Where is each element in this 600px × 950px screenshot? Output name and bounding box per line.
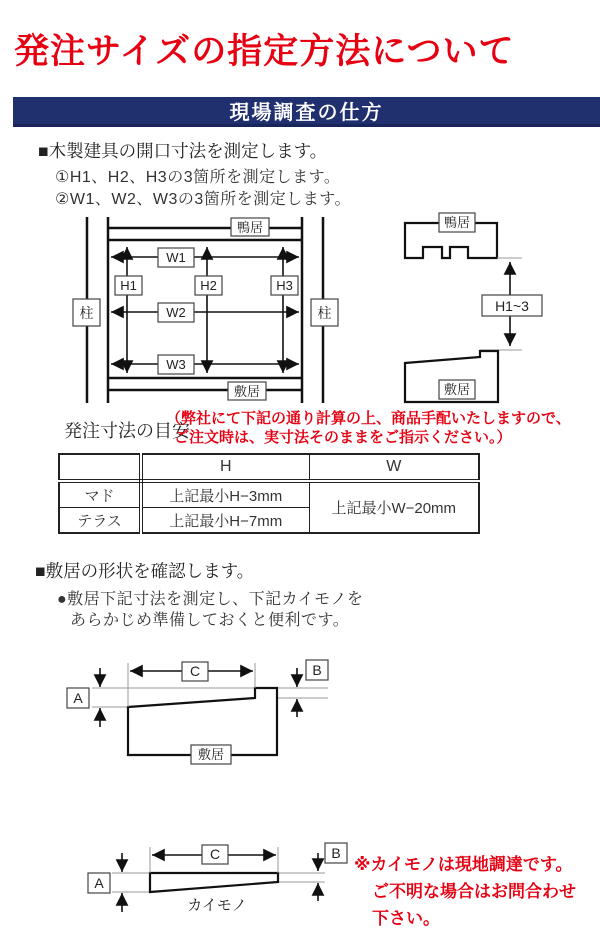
frame-measure-diagram [55, 205, 347, 405]
opening-step-2: ②W1、W2、W3の3箇所を測定します。 [55, 191, 351, 208]
section-banner-label: 現場調査の仕方 [229, 102, 384, 124]
order-size-table [58, 453, 480, 534]
shikii-label: 敷居 [233, 384, 261, 399]
c-label: C [209, 846, 221, 862]
h-range-label: H1~3 [495, 298, 529, 314]
h3-label: H3 [276, 278, 293, 293]
table-header-row [59, 454, 479, 481]
kaimono-label: カイモノ [187, 897, 247, 914]
pillar-right-label: 柱 [317, 305, 332, 321]
footnote-line2: ご不明な場合はお問合わせ [372, 882, 576, 901]
shikii-abc-diagram [60, 655, 340, 770]
pillar-left-label: 柱 [79, 305, 94, 321]
kaimono-diagram [85, 840, 365, 920]
page-title: 発注サイズの指定方法について [14, 32, 515, 71]
h2-label: H2 [200, 278, 217, 293]
w3-label: W3 [166, 357, 186, 372]
table-header-w: W [309, 454, 479, 481]
kaimono-footnote [354, 851, 576, 932]
row-label-mado: マド [59, 481, 141, 508]
w1-label: W1 [166, 250, 186, 265]
b-label: B [331, 845, 341, 861]
opening-heading: ■木製建具の開口寸法を測定します。 [38, 141, 328, 161]
kamoi-section-label: 鴨居 [443, 215, 471, 230]
order-size-note-line1: （弊社にて下記の通り計算の上、商品手配いたしますので、 [166, 410, 571, 427]
shikii-section-label: 敷居 [443, 382, 471, 397]
order-size-note-line2: ご注文時は、実寸法そのままをご指示ください。） [174, 429, 512, 446]
h1-label: H1 [120, 278, 137, 293]
table-row-mado [59, 481, 479, 508]
row-mado-h: 上記最小H−3mm [141, 481, 309, 508]
c-label: C [189, 663, 201, 679]
height-section-diagram [395, 205, 545, 405]
kamoi-label: 鴨居 [236, 220, 264, 235]
footnote-line1: ※カイモノは現地調達です。 [354, 855, 573, 874]
a-label: A [94, 875, 104, 891]
w-merged-cell: 上記最小W−20mm [309, 481, 479, 533]
a-label: A [73, 690, 83, 706]
b-label: B [312, 662, 322, 678]
order-size-heading: 発注寸法の目安 [64, 421, 190, 441]
shikii-abc-label: 敷居 [197, 747, 225, 762]
row-terrace-h: 上記最小H−7mm [141, 508, 309, 534]
opening-step-1: ①H1、H2、H3の3箇所を測定します。 [55, 169, 341, 186]
shikii-heading: ■敷居の形状を確認します。 [35, 561, 255, 581]
shikii-bullet-line1: ●敷居下記寸法を測定し、下記カイモノを [57, 591, 364, 608]
table-header-h: H [141, 454, 309, 481]
table-header-empty [59, 454, 141, 481]
shikii-bullet-line2: あらかじめ準備しておくと便利です。 [70, 612, 350, 629]
row-label-terrace: テラス [59, 508, 141, 534]
w2-label: W2 [166, 305, 186, 320]
order-size-note [166, 409, 571, 447]
footnote-line3: 下さい。 [372, 909, 440, 928]
section-banner [13, 97, 600, 127]
